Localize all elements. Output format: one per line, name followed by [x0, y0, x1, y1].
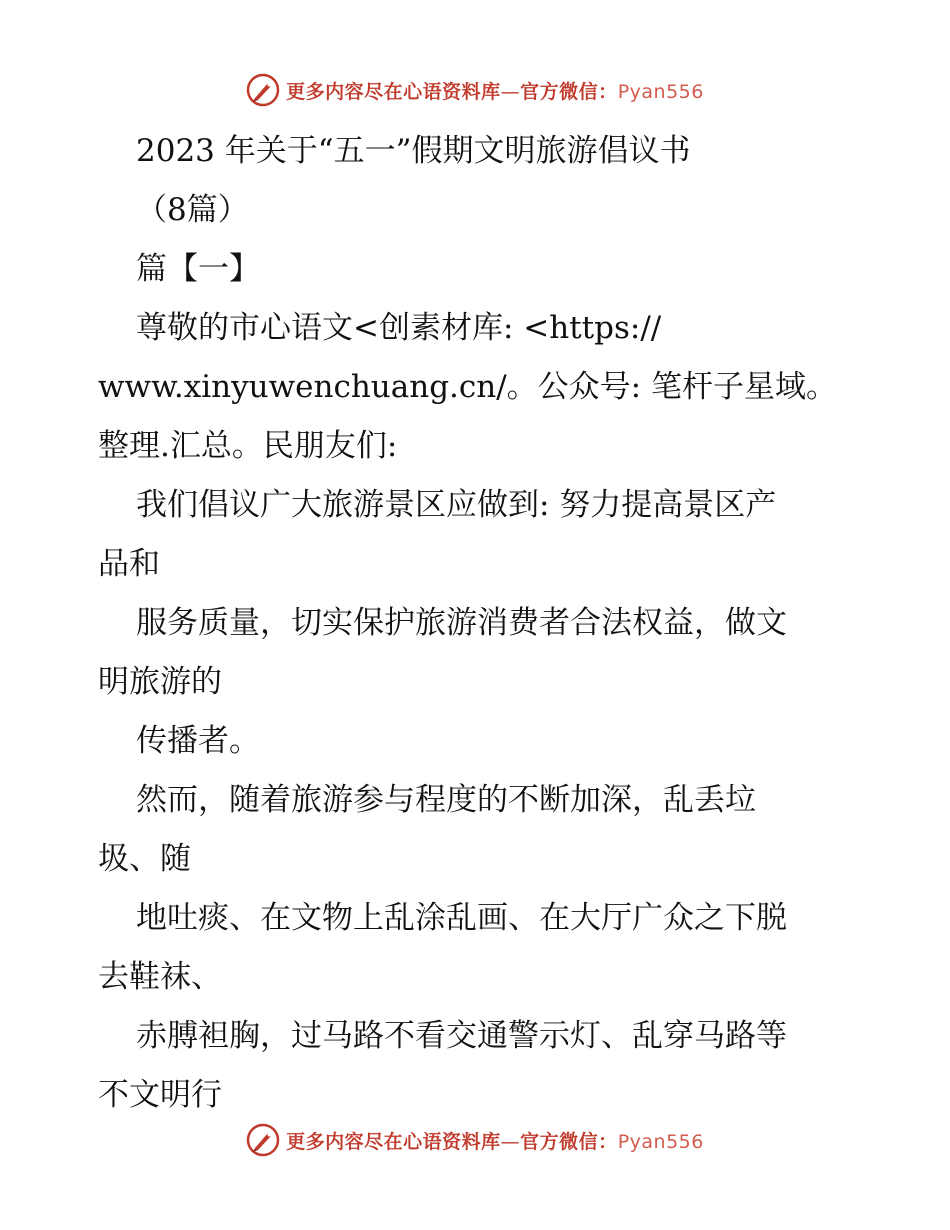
footer-banner-wechat-label: 官方微信：: [520, 1130, 618, 1153]
body-line: www.xinyuwenchuang.cn/。公众号: 笔杆子星域。: [98, 369, 837, 405]
body-line: 整理.汇总。民朋友们:: [98, 428, 398, 464]
header-banner-title: 更多内容尽在心语资料库: [286, 80, 501, 103]
pen-logo-icon: [246, 73, 280, 107]
body-line: 圾、随: [98, 841, 191, 877]
body-line: 不文明行: [98, 1077, 222, 1113]
pen-logo-icon: [246, 1123, 280, 1157]
header-banner-wechat-label: 官方微信：: [520, 80, 618, 103]
footer-banner-wechat-id: Pyan556: [617, 1130, 704, 1153]
footer-banner-text: [286, 1127, 704, 1154]
footer-banner: [0, 1120, 950, 1160]
body-line: 地吐痰、在文物上乱涂乱画、在大厅广众之下脱: [136, 900, 787, 936]
body-line: 赤膊袒胸，过马路不看交通警示灯、乱穿马路等: [136, 1018, 787, 1054]
header-banner-text: [286, 77, 704, 104]
section-heading: 篇【一】: [136, 251, 260, 287]
header-banner: [0, 70, 950, 110]
header-banner-dash: —: [500, 80, 521, 103]
body-line: 品和: [98, 546, 160, 582]
header-banner-content: [246, 73, 704, 107]
body-line: 尊敬的市心语文<创素材库: <https://: [136, 310, 662, 346]
footer-banner-dash: —: [500, 1130, 521, 1153]
document-title-line-2: （8篇）: [136, 192, 249, 228]
body-line: 然而，随着旅游参与程度的不断加深，乱丢垃: [136, 782, 756, 818]
body-line: 传播者。: [136, 723, 260, 759]
document-title-line-1: 2023 年关于“五一”假期文明旅游倡议书: [136, 133, 691, 169]
header-banner-wechat-id: Pyan556: [617, 80, 704, 103]
footer-banner-title: 更多内容尽在心语资料库: [286, 1130, 501, 1153]
body-line: 明旅游的: [98, 664, 222, 700]
footer-banner-content: [246, 1123, 704, 1157]
body-line: 去鞋袜、: [98, 959, 222, 995]
body-line: 我们倡议广大旅游景区应做到: 努力提高景区产: [136, 487, 777, 523]
document-body: [98, 122, 858, 1125]
body-line: 服务质量，切实保护旅游消费者合法权益，做文: [136, 605, 787, 641]
